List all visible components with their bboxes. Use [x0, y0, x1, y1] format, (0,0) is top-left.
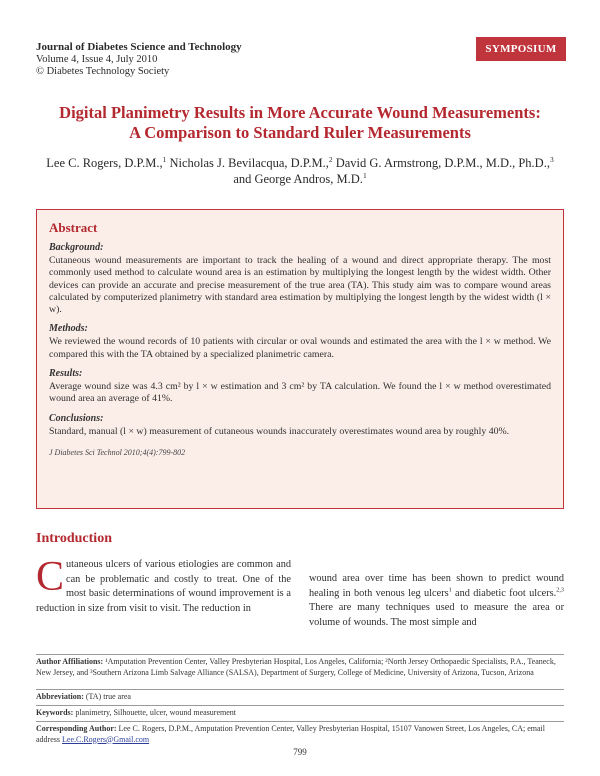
- ref-sup: 1: [448, 586, 452, 594]
- title-line-1: Digital Planimetry Results in More Accurate Wound Measurements:: [59, 103, 541, 122]
- author-bevilacqua: Nicholas J. Bevilacqua, D.P.M.,: [169, 156, 329, 170]
- volume-issue: Volume 4, Issue 4, July 2010: [36, 53, 158, 65]
- intro-right-text: and diabetic foot ulcers.: [451, 587, 557, 599]
- footer-rule: [36, 721, 564, 722]
- corresponding-label: Corresponding Author:: [36, 724, 117, 733]
- results-label: Results:: [49, 368, 83, 380]
- title-line-2: A Comparison to Standard Ruler Measurements: [129, 123, 471, 142]
- symposium-badge: SYMPOSIUM: [476, 37, 566, 61]
- affil-sup: 1: [162, 154, 167, 164]
- abstract-box: [36, 209, 564, 509]
- author-armstrong: David G. Armstrong, D.P.M., M.D., Ph.D.,: [335, 156, 550, 170]
- corresponding-author: [36, 724, 564, 745]
- affil-sup: 3: [549, 154, 554, 164]
- abbreviation-label: Abbreviation:: [36, 692, 84, 701]
- copyright: © Diabetes Technology Society: [36, 66, 170, 77]
- intro-right-text: There are many techniques used to measure the area or volume of wounds. The most simple and: [309, 602, 564, 628]
- affiliations-text: ¹Amputation Prevention Center, Valley Presbyterian Hospital, Los Angeles, California; ²North Jersey Orthopaedic Specialists, P.A., Teaneck, New Jersey, and ³Southern Arizona Limb Salvage Alliance (SALSA), Department of Surgery, College of Medicine, University of Arizona, Tucson, Arizona: [36, 657, 556, 677]
- journal-header: [36, 41, 242, 79]
- keywords-label: Keywords:: [36, 708, 74, 717]
- background-label: Background:: [49, 242, 104, 253]
- affiliations: [36, 657, 564, 678]
- journal-name: Journal of Diabetes Science and Technology: [36, 41, 242, 53]
- intro-right-text: wound area over time has been shown to predict wound healing in both venous leg ulcers: [309, 573, 564, 599]
- email-link[interactable]: Lee.C.Rogers@Gmail.com: [62, 734, 150, 744]
- page-number: 799: [293, 747, 307, 757]
- intro-left-text: utaneous ulcers of various etiologies are common and can be problematic and costly to treat. One of the most basic determinations of wound improvement is a reduction in size from visit to visit. The reduction in: [36, 559, 291, 614]
- results-text: Average wound size was 4.3 cm² by l × w estimation and 3 cm² by TA calculation. We found the l × w method overestimated wound area an average of 41%.: [49, 381, 551, 405]
- methods-label: Methods:: [49, 323, 88, 335]
- footer-rule: [36, 689, 564, 690]
- ref-sup: 2,3: [556, 586, 564, 594]
- footer-rule: [36, 705, 564, 706]
- article-title: [30, 103, 570, 143]
- affiliations-label: Author Affiliations:: [36, 657, 104, 666]
- intro-left-column: [36, 554, 291, 616]
- dropcap: C: [36, 554, 65, 600]
- conclusions-label: Conclusions:: [49, 412, 104, 424]
- abbreviations: [36, 692, 564, 703]
- methods-text: We reviewed the wound records of 10 patients with circular or oval wounds and estimated the area with the l × w method. We compared this with the TA obtained by a specialized planimetric camera.: [49, 336, 551, 360]
- corresponding-text: Lee C. Rogers, D.P.M., Amputation Prevention Center, Valley Presbyterian Hospital, 15107 Vanowen Street, Los Angeles, CA; email address: [36, 724, 545, 744]
- keywords: [36, 708, 564, 719]
- citation: J Diabetes Sci Technol 2010;4(4):799-802: [49, 447, 186, 457]
- abstract-heading: Abstract: [49, 220, 98, 235]
- abbreviation-text: (TA) true area: [85, 692, 131, 701]
- affil-sup: 2: [328, 154, 333, 164]
- footer-rule: [36, 654, 564, 655]
- intro-right-column: [309, 572, 564, 630]
- conclusions-text: Standard, manual (l × w) measurement of cutaneous wounds inaccurately overestimates wound area by roughly 40%.: [49, 425, 510, 437]
- background-text: Cutaneous wound measurements are important to track the healing of a wound and direct appropriate therapy. The most commonly used method to calculate wound area is an estimation by multiplying the longest length by the widest width. Other devices can provide an accurate and precise measurement of the true area (TA). This study aim was to compare wound areas calculated by computerized planimetry with standard area estimation by multiplying the longest length by the widest width (l × w).: [49, 255, 551, 316]
- author-rogers: Lee C. Rogers, D.P.M.,: [46, 156, 163, 170]
- keywords-text: planimetry, Silhouette, ulcer, wound measurement: [75, 708, 236, 717]
- author-andros: and George Andros, M.D.: [233, 172, 363, 186]
- author-list: [30, 155, 570, 187]
- introduction-heading: Introduction: [36, 531, 112, 546]
- affil-sup: 1: [362, 170, 367, 180]
